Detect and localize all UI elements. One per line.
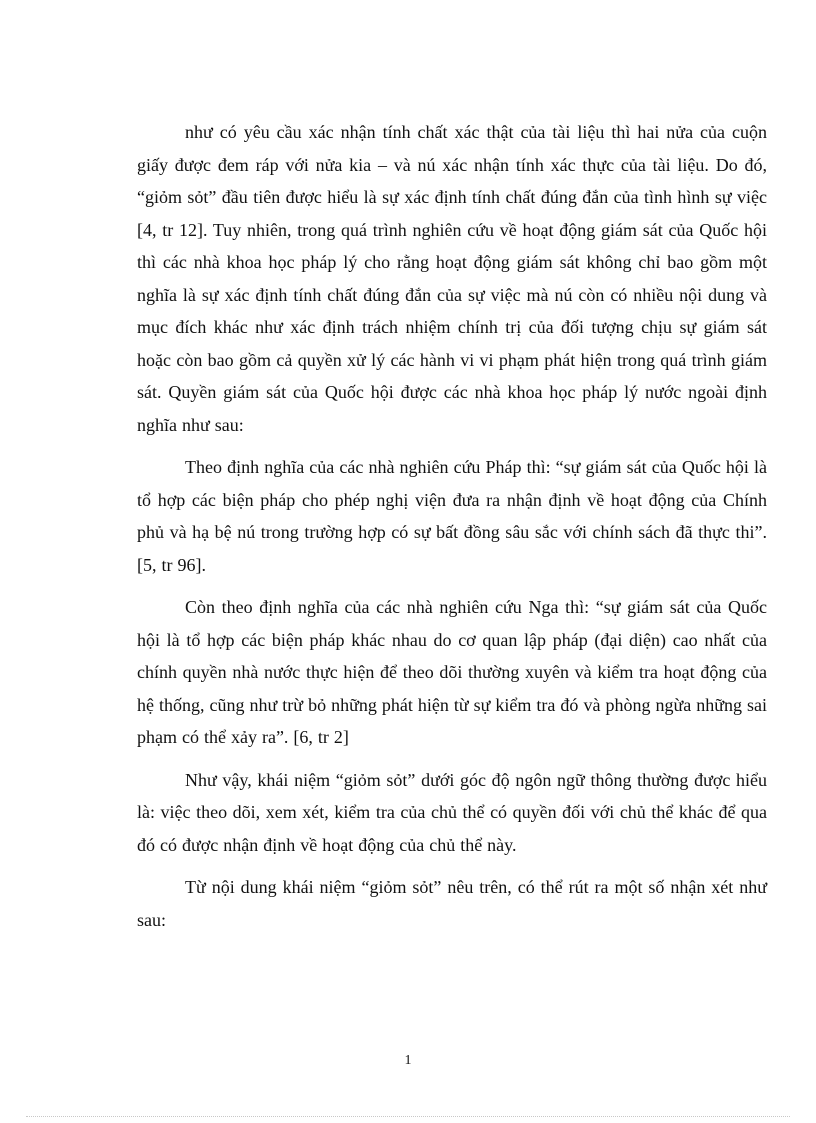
paragraph-french-definition: Theo định nghĩa của các nhà nghiên cứu Pháp thì: “sự giám sát của Quốc hội là tổ hợp các biện pháp cho phép nghị viện đưa ra nhận định về hoạt động của Chính phủ và hạ bệ nú trong trường hợp có sự bất đồng sâu sắc với chính sách đã thực thi”. [5, tr 96]. (137, 457, 767, 575)
page-bottom-divider (26, 1116, 790, 1117)
paragraph-continuation: như có yêu cầu xác nhận tính chất xác thật của tài liệu thì hai nửa của cuộn giấy được đem ráp với nửa kia – và nú xác nhận tính xác thực của tài liệu. Do đó, “giỏm sỏt” đầu tiên được hiểu là sự xác định tính chất đúng đắn của tình hình sự việc [4, tr 12]. Tuy nhiên, trong quá trình nghiên cứu về hoạt động giám sát của Quốc hội thì các nhà khoa học pháp lý cho rằng hoạt động giám sát không chỉ bao gồm một nghĩa là sự xác định tính chất đúng đắn của sự việc mà nú còn có nhiều nội dung và mục đích khác như xác định trách nhiệm chính trị của đối tượng chịu sự giám sát hoặc còn bao gồm cả quyền xử lý các hành vi vi phạm phát hiện trong quá trình giám sát. Quyền giám sát của Quốc hội được các nhà khoa học pháp lý nước ngoài định nghĩa như sau: (137, 122, 767, 435)
paragraph-concept-summary: Như vậy, khái niệm “giỏm sỏt” dưới góc độ ngôn ngữ thông thường được hiểu là: việc theo dõi, xem xét, kiểm tra của chủ thể có quyền đối với chủ thể khác để qua đó có được nhận định về hoạt động của chủ thể này. (137, 769, 767, 855)
page-number: 1 (404, 1053, 412, 1068)
paragraph-russian-definition: Còn theo định nghĩa của các nhà nghiên cứu Nga thì: “sự giám sát của Quốc hội là tổ hợp các biện pháp khác nhau do cơ quan lập pháp (đại diện) cao nhất của chính quyền nhà nước thực hiện để theo dõi thường xuyên và kiểm tra hoạt động của hệ thống, cũng như trừ bỏ những phát hiện từ sự kiểm tra đó và phòng ngừa những sai phạm có thể xảy ra”. [6, tr 2] (137, 597, 767, 747)
paragraph-remarks-intro: Từ nội dung khái niệm “giỏm sỏt” nêu trên, có thể rút ra một số nhận xét như sau: (137, 877, 767, 930)
body-text (137, 116, 767, 946)
